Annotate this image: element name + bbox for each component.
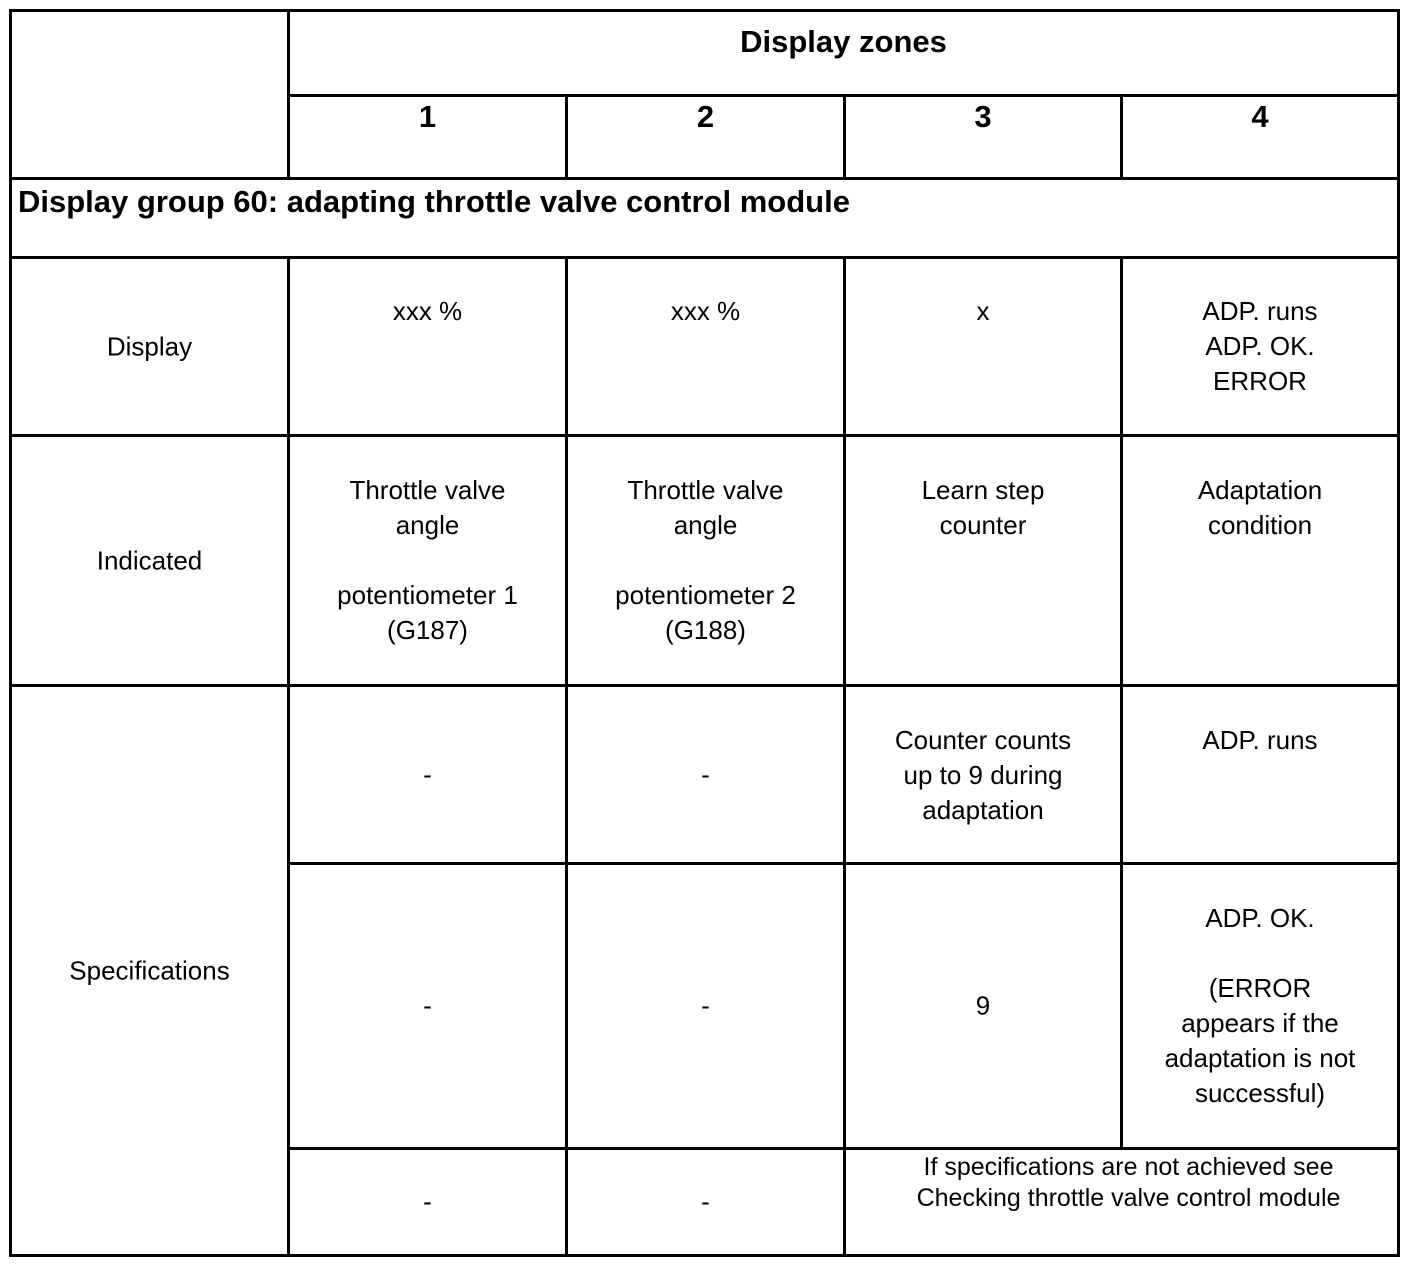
specifications-row-label-cell [9,684,290,1257]
zone-header-3 [843,94,1123,180]
display-cell-1 [287,256,568,437]
indicated-cell-3 [843,434,1123,687]
indicated-value-4: Adaptation condition [1197,475,1323,540]
display-zones-header [287,9,1400,97]
display-row-label-cell [9,256,290,437]
group-title: Display group 60: adapting throttle valve control module [18,184,850,219]
spec1-cell-4 [1120,684,1400,865]
display-row-label: Display [106,331,193,361]
spec2-cell-1 [287,862,568,1150]
corner-cell [9,9,290,180]
spec1-value-4: ADP. runs [1202,725,1318,755]
spec2-value-4: ADP. OK. (ERROR appears if the adaptation is not successful) [1164,903,1356,1108]
indicated-row-label: Indicated [96,545,203,575]
indicated-cell-2 [565,434,846,687]
spec3-value-2: - [701,1186,710,1217]
indicated-value-3: Learn step counter [921,475,1045,540]
spec1-value-2: - [701,759,710,789]
indicated-value-1: Throttle valve angle potentiometer 1 (G187) [337,475,518,645]
display-value-4: ADP. runs ADP. OK. ERROR [1202,296,1318,396]
group-title-row [9,177,1400,259]
spec1-cell-2 [565,684,846,865]
indicated-cell-1 [287,434,568,687]
display-cell-2 [565,256,846,437]
zone-number-3: 3 [974,99,992,134]
specifications-row-label: Specifications [69,955,230,985]
spec3-cell-2 [565,1147,846,1257]
zone-number-2: 2 [696,99,715,134]
spec2-value-1: - [423,990,432,1021]
spec2-cell-2 [565,862,846,1150]
display-cell-3 [843,256,1123,437]
indicated-cell-4 [1120,434,1400,687]
spec1-value-3: Counter counts up to 9 during adaptation [894,725,1072,825]
zone-number-4: 4 [1251,99,1269,134]
spec2-value-3: 9 [975,990,991,1021]
spec3-value-1: - [423,1186,432,1217]
display-value-1: xxx % [392,296,463,326]
zone-header-2 [565,94,846,180]
spec2-cell-3 [843,862,1123,1150]
spec3-note-cell [843,1147,1400,1257]
spec2-cell-4 [1120,862,1400,1150]
spec2-value-2: - [701,990,710,1021]
indicated-value-2: Throttle valve angle potentiometer 2 (G188) [615,475,796,645]
indicated-row-label-cell [9,434,290,687]
zone-number-1: 1 [418,99,437,134]
display-value-3: x [976,296,990,326]
display-zones-title: Display zones [740,24,947,59]
spec1-cell-3 [843,684,1123,865]
display-value-2: xxx % [670,296,741,326]
zone-header-1 [287,94,568,180]
zone-header-4 [1120,94,1400,180]
spec3-note: If specifications are not achieved see Checking throttle valve control module [916,1153,1341,1212]
spec3-cell-1 [287,1147,568,1257]
display-cell-4 [1120,256,1400,437]
spec1-value-1: - [423,759,432,789]
spec1-cell-1 [287,684,568,865]
